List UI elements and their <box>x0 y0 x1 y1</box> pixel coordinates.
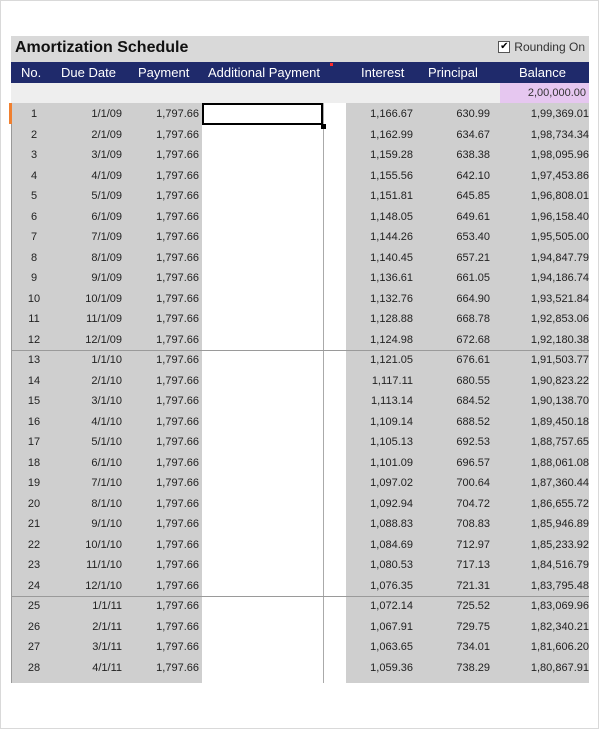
table-row <box>11 350 589 371</box>
interest-cell[interactable]: 1,080.53 <box>370 559 413 571</box>
payment-cell[interactable]: 1,797.66 <box>156 641 199 653</box>
row-number[interactable]: 22 <box>27 538 41 551</box>
principal-cell[interactable]: 653.40 <box>456 231 490 243</box>
payment-cell[interactable]: 1,797.66 <box>156 477 199 489</box>
payment-cell[interactable]: 1,797.66 <box>156 436 199 448</box>
principal-cell[interactable]: 680.55 <box>456 374 490 387</box>
table-row <box>11 514 589 535</box>
principal-cell[interactable]: 712.97 <box>456 538 490 551</box>
interest-cell[interactable]: 1,136.61 <box>370 272 413 284</box>
principal-cell[interactable]: 649.61 <box>456 210 490 223</box>
balance-cell[interactable]: 1,84,516.79 <box>530 559 589 571</box>
header-due-date: Due Date <box>61 65 116 80</box>
payment-cell[interactable]: 1,797.66 <box>156 415 199 428</box>
interest-cell[interactable]: 1,063.65 <box>370 641 413 653</box>
due-date-cell[interactable]: 12/1/09 <box>85 333 122 346</box>
table-row <box>11 535 589 556</box>
table-row <box>11 227 589 248</box>
principal-cell[interactable]: 645.85 <box>456 190 490 202</box>
row-number[interactable]: 1 <box>30 108 38 120</box>
row-number[interactable]: 19 <box>27 477 41 489</box>
row-number[interactable]: 6 <box>30 210 38 223</box>
interest-cell[interactable]: 1,166.67 <box>370 108 413 120</box>
balance-cell[interactable]: 1,95,505.00 <box>530 231 589 243</box>
row-number[interactable]: 16 <box>27 415 41 428</box>
due-date-cell[interactable]: 12/1/10 <box>85 579 122 592</box>
row-number[interactable]: 3 <box>30 149 38 161</box>
due-date-cell[interactable]: 4/1/11 <box>92 661 122 674</box>
balance-cell[interactable]: 1,85,946.89 <box>530 518 589 530</box>
row-number[interactable]: 5 <box>30 190 38 202</box>
payment-cell[interactable]: 1,797.66 <box>156 169 199 182</box>
principal-cell[interactable]: 708.83 <box>456 518 490 530</box>
balance-cell[interactable]: 1,83,795.48 <box>530 579 589 592</box>
table-row <box>11 166 589 187</box>
balance-cell[interactable]: 1,99,369.01 <box>530 108 589 120</box>
rounding-checkbox[interactable]: ✔ <box>500 41 509 52</box>
due-date-cell[interactable]: 6/1/09 <box>91 210 122 223</box>
principal-cell[interactable]: 704.72 <box>456 497 490 510</box>
table-row <box>11 432 589 453</box>
interest-cell[interactable]: 1,101.09 <box>370 456 413 469</box>
principal-cell[interactable]: 696.57 <box>456 456 490 469</box>
balance-cell[interactable]: 1,96,808.01 <box>530 190 589 202</box>
interest-cell[interactable]: 1,097.02 <box>370 477 413 489</box>
row-number[interactable]: 7 <box>30 231 38 243</box>
interest-cell[interactable]: 1,092.94 <box>370 497 413 510</box>
rounding-toggle[interactable] <box>498 40 585 54</box>
principal-cell[interactable]: 676.61 <box>456 354 490 366</box>
payment-cell[interactable]: 1,797.66 <box>156 333 199 346</box>
due-date-cell[interactable]: 4/1/10 <box>91 415 122 428</box>
row-number[interactable]: 20 <box>27 497 41 510</box>
header-principal: Principal <box>428 65 478 80</box>
due-date-cell[interactable]: 11/1/09 <box>86 313 122 325</box>
payment-cell[interactable]: 1,797.66 <box>156 456 199 469</box>
due-date-cell[interactable]: 6/1/10 <box>91 456 122 469</box>
interest-cell[interactable]: 1,128.88 <box>370 313 413 325</box>
table-row <box>11 596 589 617</box>
interest-cell[interactable]: 1,117.11 <box>371 374 413 387</box>
additional-payment-input[interactable] <box>202 103 323 125</box>
row-number[interactable]: 27 <box>27 641 41 653</box>
payment-cell[interactable]: 1,797.66 <box>156 620 199 633</box>
interest-cell[interactable]: 1,162.99 <box>370 128 413 141</box>
row-number[interactable]: 11 <box>28 313 40 325</box>
interest-cell[interactable]: 1,067.91 <box>370 620 413 633</box>
interest-cell[interactable]: 1,113.14 <box>370 395 413 407</box>
payment-cell[interactable]: 1,797.66 <box>156 210 199 223</box>
payment-cell[interactable]: 1,797.66 <box>156 395 199 407</box>
balance-cell[interactable]: 1,92,180.38 <box>530 333 589 346</box>
payment-cell[interactable]: 1,797.66 <box>156 518 199 530</box>
row-number[interactable]: 2 <box>30 128 38 141</box>
due-date-cell[interactable]: 2/1/11 <box>92 620 122 633</box>
interest-cell[interactable]: 1,159.28 <box>370 149 413 161</box>
principal-cell[interactable]: 634.67 <box>456 128 490 141</box>
row-number[interactable]: 24 <box>27 579 41 592</box>
payment-cell[interactable]: 1,797.66 <box>156 272 199 284</box>
balance-cell[interactable]: 1,86,655.72 <box>530 497 589 510</box>
payment-cell[interactable]: 1,797.66 <box>156 538 199 551</box>
due-date-cell[interactable]: 5/1/10 <box>91 436 122 448</box>
balance-cell[interactable]: 1,83,069.96 <box>530 600 589 612</box>
table-row <box>11 658 589 679</box>
principal-cell[interactable]: 688.52 <box>456 415 490 428</box>
principal-cell[interactable]: 642.10 <box>456 169 490 182</box>
payment-cell[interactable]: 1,797.66 <box>156 497 199 510</box>
year-separator <box>11 596 589 597</box>
principal-cell[interactable]: 672.68 <box>456 333 490 346</box>
table-row <box>11 330 589 351</box>
due-date-cell[interactable]: 8/1/09 <box>91 251 122 264</box>
due-date-cell[interactable]: 4/1/09 <box>91 169 122 182</box>
row-number[interactable]: 17 <box>27 436 41 448</box>
principal-cell[interactable]: 684.52 <box>456 395 490 407</box>
sheet-title: Amortization Schedule <box>15 39 189 56</box>
row-number[interactable]: 8 <box>30 251 38 264</box>
balance-cell[interactable]: 1,82,340.21 <box>530 620 589 633</box>
payment-cell[interactable]: 1,797.66 <box>156 600 199 612</box>
due-date-cell[interactable]: 7/1/09 <box>91 231 122 243</box>
row-number[interactable]: 14 <box>27 374 41 387</box>
principal-cell[interactable]: 630.99 <box>456 108 490 120</box>
rounding-label: Rounding On <box>514 40 585 54</box>
due-date-cell[interactable]: 1/1/11 <box>92 600 122 612</box>
header-no: No. <box>21 65 42 80</box>
payment-cell[interactable]: 1,797.66 <box>156 149 199 161</box>
table-row <box>11 186 589 207</box>
balance-cell[interactable]: 1,93,521.84 <box>530 292 589 305</box>
due-date-cell[interactable]: 2/1/09 <box>91 128 122 141</box>
interest-cell[interactable]: 1,121.05 <box>370 354 413 366</box>
balance-cell[interactable]: 1,89,450.18 <box>530 415 589 428</box>
schedule-rows <box>11 104 589 678</box>
balance-cell[interactable]: 1,88,757.65 <box>530 436 589 448</box>
table-row <box>11 268 589 289</box>
interest-cell[interactable]: 1,144.26 <box>370 231 413 243</box>
row-number[interactable]: 18 <box>27 456 41 469</box>
interest-cell[interactable]: 1,148.05 <box>370 210 413 223</box>
header-balance: Balance <box>519 65 566 80</box>
row-number[interactable]: 15 <box>27 395 41 407</box>
row-number[interactable]: 13 <box>27 354 41 366</box>
row-number[interactable]: 28 <box>27 661 41 674</box>
opening-balance[interactable]: 2,00,000.00 <box>500 83 589 103</box>
column-header-row <box>11 62 589 83</box>
table-row <box>11 371 589 392</box>
table-row <box>11 125 589 146</box>
interest-cell[interactable]: 1,109.14 <box>370 415 413 428</box>
due-date-cell[interactable]: 7/1/10 <box>91 477 122 489</box>
table-row <box>11 555 589 576</box>
principal-cell[interactable]: 657.21 <box>456 251 490 264</box>
payment-cell[interactable]: 1,797.66 <box>156 190 199 202</box>
table-row <box>11 412 589 433</box>
interest-cell[interactable]: 1,155.56 <box>370 169 413 182</box>
opening-row <box>11 83 589 103</box>
principal-cell[interactable]: 738.29 <box>456 661 490 674</box>
interest-cell[interactable]: 1,124.98 <box>370 333 413 346</box>
balance-cell[interactable]: 1,87,360.44 <box>530 477 589 489</box>
principal-cell[interactable]: 721.31 <box>456 579 490 592</box>
interest-cell[interactable]: 1,084.69 <box>370 538 413 551</box>
due-date-cell[interactable]: 9/1/10 <box>91 518 122 530</box>
due-date-cell[interactable]: 1/1/10 <box>91 354 122 366</box>
principal-cell[interactable]: 692.53 <box>456 436 490 448</box>
principal-cell[interactable]: 700.64 <box>456 477 490 489</box>
balance-cell[interactable]: 1,96,158.40 <box>530 210 589 223</box>
due-date-cell[interactable]: 1/1/09 <box>91 108 122 120</box>
table-row <box>11 494 589 515</box>
payment-cell[interactable]: 1,797.66 <box>156 292 199 305</box>
table-row <box>11 391 589 412</box>
payment-cell[interactable]: 1,797.66 <box>156 128 199 141</box>
interest-cell[interactable]: 1,059.36 <box>370 661 413 674</box>
due-date-cell[interactable]: 3/1/09 <box>91 149 122 161</box>
table-row <box>11 145 589 166</box>
balance-cell[interactable]: 1,91,503.77 <box>530 354 589 366</box>
payment-cell[interactable]: 1,797.66 <box>156 251 199 264</box>
principal-cell[interactable]: 729.75 <box>456 620 490 633</box>
balance-cell[interactable]: 1,90,138.70 <box>530 395 589 407</box>
header-payment: Payment <box>138 65 190 80</box>
table-row <box>11 207 589 228</box>
principal-cell[interactable]: 661.05 <box>456 272 490 284</box>
payment-cell[interactable]: 1,797.66 <box>156 313 199 325</box>
due-date-cell[interactable]: 3/1/11 <box>92 641 122 653</box>
header-additional-payment: Additional Payment <box>208 65 321 80</box>
row-number[interactable]: 25 <box>27 600 41 612</box>
table-row <box>11 453 589 474</box>
due-date-cell[interactable]: 11/1/10 <box>86 559 122 571</box>
payment-cell[interactable]: 1,797.66 <box>156 661 199 674</box>
due-date-cell[interactable]: 10/1/09 <box>85 292 122 305</box>
row-number[interactable]: 23 <box>27 559 41 571</box>
row-number[interactable]: 9 <box>30 272 38 284</box>
table-row <box>11 473 589 494</box>
due-date-cell[interactable]: 8/1/10 <box>91 497 122 510</box>
interest-cell[interactable]: 1,140.45 <box>370 251 413 264</box>
row-number[interactable]: 4 <box>30 169 38 182</box>
row-number[interactable]: 12 <box>27 333 41 346</box>
interest-cell[interactable]: 1,072.14 <box>370 600 413 612</box>
due-date-cell[interactable]: 5/1/09 <box>91 190 122 202</box>
row-number[interactable]: 10 <box>27 292 41 305</box>
row-number[interactable]: 21 <box>27 518 41 530</box>
balance-cell[interactable]: 1,98,095.96 <box>530 149 589 161</box>
interest-cell[interactable]: 1,105.13 <box>370 436 413 448</box>
payment-cell[interactable]: 1,797.66 <box>156 231 199 243</box>
principal-cell[interactable]: 734.01 <box>456 641 490 653</box>
table-row <box>11 576 589 597</box>
balance-cell[interactable]: 1,92,853.06 <box>530 313 589 325</box>
table-row <box>11 637 589 658</box>
payment-cell[interactable]: 1,797.66 <box>156 108 199 120</box>
due-date-cell[interactable]: 10/1/10 <box>85 538 122 551</box>
due-date-cell[interactable]: 9/1/09 <box>91 272 122 284</box>
row-number[interactable]: 26 <box>27 620 41 633</box>
title-bar <box>11 36 589 62</box>
payment-cell[interactable]: 1,797.66 <box>156 579 199 592</box>
header-interest: Interest <box>361 65 405 80</box>
balance-cell[interactable]: 1,88,061.08 <box>530 456 589 469</box>
payment-cell[interactable]: 1,797.66 <box>156 374 199 387</box>
principal-cell[interactable]: 668.78 <box>456 313 490 325</box>
table-row <box>11 248 589 269</box>
balance-cell[interactable]: 1,81,606.20 <box>530 641 589 653</box>
principal-cell[interactable]: 725.52 <box>456 600 490 612</box>
comment-marker-icon <box>330 63 333 66</box>
due-date-cell[interactable]: 2/1/10 <box>91 374 122 387</box>
table-row <box>11 617 589 638</box>
principal-cell[interactable]: 664.90 <box>456 292 490 305</box>
fill-handle[interactable] <box>321 124 326 129</box>
balance-cell[interactable]: 1,80,867.91 <box>530 661 589 674</box>
balance-cell[interactable]: 1,90,823.22 <box>530 374 589 387</box>
balance-cell[interactable]: 1,85,233.92 <box>530 538 589 551</box>
balance-cell[interactable]: 1,94,186.74 <box>530 272 589 284</box>
due-date-cell[interactable]: 3/1/10 <box>91 395 122 407</box>
table-row <box>11 289 589 310</box>
principal-cell[interactable]: 638.38 <box>456 149 490 161</box>
interest-cell[interactable]: 1,076.35 <box>370 579 413 592</box>
balance-cell[interactable]: 1,94,847.79 <box>530 251 589 264</box>
year-separator <box>11 350 589 351</box>
balance-cell[interactable]: 1,98,734.34 <box>530 128 589 141</box>
interest-cell[interactable]: 1,132.76 <box>370 292 413 305</box>
principal-cell[interactable]: 717.13 <box>456 559 490 571</box>
balance-cell[interactable]: 1,97,453.86 <box>530 169 589 182</box>
payment-cell[interactable]: 1,797.66 <box>156 559 199 571</box>
interest-cell[interactable]: 1,088.83 <box>370 518 413 530</box>
table-row <box>11 309 589 330</box>
interest-cell[interactable]: 1,151.81 <box>370 190 413 202</box>
payment-cell[interactable]: 1,797.66 <box>156 354 199 366</box>
